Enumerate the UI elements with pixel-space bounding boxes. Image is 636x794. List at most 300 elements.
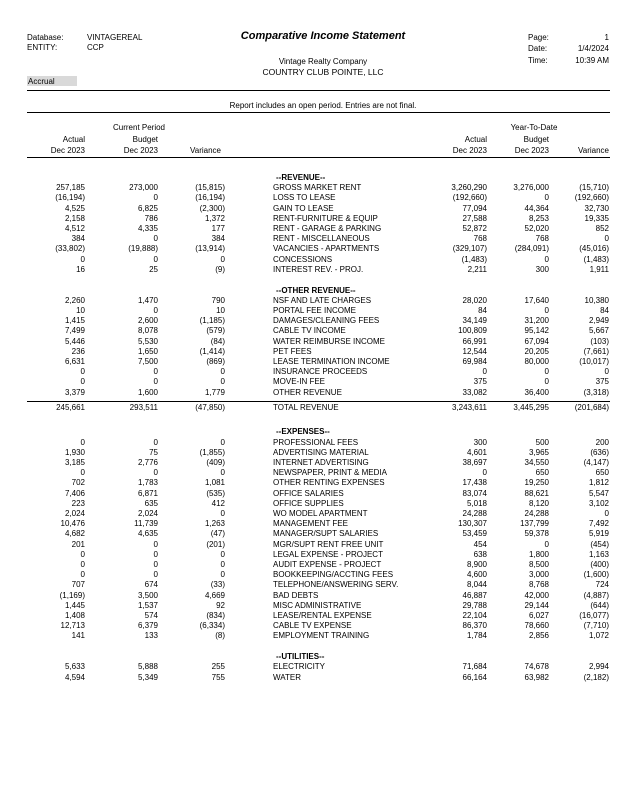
budget-value: 3,500 [137,590,158,600]
line-item-row [0,306,636,316]
budget-value: 133 [144,631,158,641]
line-item-row [0,265,636,275]
account-label: OFFICE SALARIES [273,488,344,498]
ytd-actual-value: 0 [482,367,487,377]
actual-value: 0 [80,367,85,377]
ytd-budget-value: 59,378 [524,529,549,539]
ytd-actual-value: 83,074 [462,488,487,498]
actual-value: 5,633 [64,662,85,672]
account-label: MANAGER/SUPT SALARIES [273,529,379,539]
variance-value: 0 [220,367,225,377]
ytd-actual-value: 5,018 [466,498,487,508]
account-label: LEGAL EXPENSE - PROJECT [273,549,383,559]
ytd-variance-value: 724 [595,580,609,590]
actual-value: 6,631 [64,356,85,366]
line-item-row [0,214,636,224]
ytd-actual-value: 29,788 [462,600,487,610]
section-label: --EXPENSES-- [276,427,330,437]
ytd-variance-value: 3,102 [588,498,609,508]
budget-value: 6,871 [137,488,158,498]
variance-value: (535) [206,488,225,498]
actual-value: (16,194) [55,193,85,203]
variance-value: (13,914) [195,244,225,254]
ytd-variance-value: 2,994 [588,662,609,672]
ytd-variance-value: (400) [590,560,609,569]
account-label: LEASE/RENTAL EXPENSE [273,611,372,620]
ytd-actual-value: 130,307 [458,519,487,529]
ytd-budget-value: 0 [544,539,549,549]
ytd-budget-value: 24,288 [524,509,549,518]
actual-value: 10,476 [60,519,85,529]
line-item-row [0,296,636,306]
ytd-actual-value: 768 [473,234,487,244]
actual-value: 702 [71,478,85,488]
total-row [0,403,636,413]
budget-value: 1,600 [137,387,158,397]
time-label: Time: [528,56,548,65]
line-item-row [0,193,636,203]
budget-value: 4,635 [137,529,158,539]
ytd-actual-value: 71,684 [462,662,487,672]
line-item-row [0,631,636,641]
ytd-budget-value: 3,965 [528,447,549,457]
ytd-actual-value: (192,660) [452,193,487,203]
actual-value: 0 [80,468,85,478]
ytd-budget-value: 137,799 [520,519,549,529]
variance-value: 1,372 [204,213,225,223]
ytd-budget-value: 42,000 [524,590,549,600]
variance-value: 1,779 [204,387,225,397]
ytd-budget-value: 20,205 [524,346,549,356]
ytd-budget-value: 3,276,000 [513,183,549,193]
line-item-row [0,560,636,570]
col-header-ytd-budget: Budget [523,135,549,144]
ytd-actual-value: (1,483) [461,254,487,264]
ytd-actual-value: 1,784 [466,631,487,641]
ytd-variance-value: 0 [604,509,609,518]
budget-value: 0 [153,468,158,478]
ytd-budget-value: 768 [535,234,549,244]
line-item-row [0,611,636,621]
account-label: NSF AND LATE CHARGES [273,295,372,305]
variance-value: 384 [211,234,225,244]
section-label: --UTILITIES-- [276,652,325,662]
ytd-variance-value: 5,547 [588,488,609,498]
variance-value: (33) [210,580,225,590]
ytd-variance-value: (1,483) [583,254,609,264]
account-label: PORTAL FEE INCOME [273,305,356,315]
line-item-row [0,183,636,193]
budget-value: 8,078 [137,326,158,336]
date-label: Date: [528,44,548,53]
ytd-variance-value: (10,017) [579,356,609,366]
budget-value: 6,379 [137,621,158,631]
variance-value: 1,081 [204,478,225,488]
line-item-row [0,673,636,683]
section-label: --OTHER REVENUE-- [276,285,356,295]
ytd-variance-value: (45,016) [579,244,609,254]
budget-value: 11,739 [134,519,158,529]
ytd-budget-value: 31,200 [524,316,549,326]
col-header-ytd-budget-period: Dec 2023 [514,146,549,155]
ytd-actual-value: 8,900 [466,560,487,569]
line-item-row [0,448,636,458]
account-label: TOTAL REVENUE [273,402,339,412]
budget-value: 1,537 [137,600,158,610]
line-item-row [0,347,636,357]
variance-value: (1,414) [199,346,225,356]
ytd-variance-value: (3,318) [583,387,609,397]
line-item-row [0,621,636,631]
ytd-variance-value: 375 [595,377,609,387]
ytd-variance-value: (16,077) [579,611,609,620]
notice-divider [27,112,610,113]
col-header-variance: Variance [190,146,221,155]
ytd-actual-value: 100,809 [458,326,487,336]
ytd-variance-value: (201,684) [574,402,609,412]
actual-value: 0 [80,377,85,387]
account-label: VACANCIES - APARTMENTS [273,244,380,254]
budget-value: 0 [153,560,158,569]
ytd-budget-value: 650 [535,468,549,478]
variance-value: (6,334) [199,621,225,631]
budget-value: 5,349 [137,672,158,682]
section-label: --REVENUE-- [276,173,326,182]
col-header-ytd-actual-period: Dec 2023 [452,146,487,155]
variance-value: 0 [220,509,225,518]
column-header-divider [27,157,610,158]
actual-value: 141 [71,631,85,641]
ytd-variance-value: 32,730 [584,203,609,213]
line-item-row [0,662,636,672]
basis-label: Accrual [28,77,55,86]
ytd-variance-value: (192,660) [574,193,609,203]
section-header-row [0,286,636,296]
ytd-variance-value: 5,667 [588,326,609,336]
budget-value: 4,335 [137,224,158,233]
col-header-ytd-actual: Actual [464,135,487,144]
variance-value: (47) [210,529,225,539]
variance-value: 0 [220,549,225,559]
ytd-budget-value: 8,500 [528,560,549,569]
account-label: PROFESSIONAL FEES [273,437,359,447]
col-header-ytd-variance: Variance [578,146,609,155]
ytd-variance-value: (103) [590,336,609,346]
ytd-budget-value: 29,144 [524,600,549,610]
ytd-budget-value: 95,142 [524,326,549,336]
line-item-row [0,255,636,265]
actual-value: 4,525 [64,203,85,213]
ytd-budget-value: 300 [535,264,549,274]
ytd-actual-value: 300 [473,437,487,447]
actual-value: 7,406 [64,488,85,498]
budget-value: 0 [153,254,158,264]
budget-value: 786 [144,213,158,223]
budget-value: 5,888 [137,662,158,672]
ytd-actual-value: 4,600 [466,570,487,580]
ytd-variance-value: (7,661) [583,346,609,356]
ytd-actual-value: 28,020 [462,295,487,305]
ytd-header: Year-To-Date [510,123,558,132]
account-label: CABLE TV EXPENSE [273,621,352,631]
ytd-budget-value: 0 [544,367,549,377]
budget-value: 293,511 [129,402,158,412]
line-item-row [0,234,636,244]
ytd-variance-value: 7,492 [588,519,609,529]
ytd-actual-value: 33,082 [462,387,487,397]
budget-value: 0 [153,570,158,580]
ytd-variance-value: 84 [600,305,609,315]
col-header-actual-period: Dec 2023 [50,146,85,155]
section-header-row [0,652,636,662]
actual-value: 4,682 [64,529,85,539]
col-header-budget: Budget [132,135,158,144]
line-item-row [0,601,636,611]
line-item-row [0,580,636,590]
budget-value: 635 [144,498,158,508]
variance-value: 0 [220,437,225,447]
actual-value: 0 [80,570,85,580]
ytd-variance-value: (636) [590,447,609,457]
ytd-actual-value: 375 [473,377,487,387]
account-label: MISC ADMINISTRATIVE [273,600,362,610]
variance-value: (15,815) [195,183,225,193]
open-period-notice: Report includes an open period. Entries are not final. [229,101,417,110]
actual-value: 3,185 [64,458,85,467]
ytd-actual-value: 86,370 [462,621,487,631]
ytd-variance-value: 852 [595,224,609,233]
line-item-row [0,367,636,377]
line-item-row [0,570,636,580]
account-label: GROSS MARKET RENT [273,183,362,193]
ytd-actual-value: 8,044 [466,580,487,590]
variance-value: (409) [206,458,225,467]
budget-value: 0 [153,367,158,377]
variance-value: 92 [216,600,225,610]
account-label: WATER [273,672,301,682]
account-label: MANAGEMENT FEE [273,519,348,529]
ytd-actual-value: 84 [478,305,487,315]
line-item-row [0,458,636,468]
budget-value: 7,500 [137,356,158,366]
ytd-budget-value: (284,091) [514,244,549,254]
ytd-variance-value: 0 [604,367,609,377]
actual-value: 707 [71,580,85,590]
ytd-actual-value: 52,872 [462,224,487,233]
budget-value: 0 [153,539,158,549]
variance-value: (869) [206,356,225,366]
ytd-budget-value: 63,982 [524,672,549,682]
variance-value: (579) [206,326,225,336]
budget-value: 0 [153,193,158,203]
account-label: RENT - MISCELLANEOUS [273,234,370,244]
section-header-row [0,173,636,183]
variance-value: 1,263 [204,519,225,529]
budget-value: 674 [144,580,158,590]
variance-value: 10 [216,305,225,315]
account-label: ELECTRICITY [273,662,326,672]
ytd-variance-value: 0 [604,234,609,244]
ytd-actual-value: 69,984 [462,356,487,366]
ytd-variance-value: 1,812 [588,478,609,488]
ytd-variance-value: (644) [590,600,609,610]
variance-value: (47,850) [195,402,225,412]
company-name: Vintage Realty Company [278,57,368,66]
variance-value: 790 [211,295,225,305]
actual-value: 4,512 [64,224,85,233]
ytd-budget-value: 17,640 [524,295,549,305]
account-label: AUDIT EXPENSE - PROJECT [273,560,382,569]
account-label: TELEPHONE/ANSWERING SERV. [273,580,399,590]
actual-value: 1,445 [64,600,85,610]
ytd-actual-value: 4,601 [466,447,487,457]
budget-value: 0 [153,437,158,447]
account-label: DAMAGES/CLEANING FEES [273,316,380,326]
ytd-actual-value: 53,459 [462,529,487,539]
actual-value: (33,802) [55,244,85,254]
variance-value: (834) [206,611,225,620]
variance-value: 177 [211,224,225,233]
account-label: LEASE TERMINATION INCOME [273,356,390,366]
line-item-row [0,550,636,560]
account-label: RENT-FURNITURE & EQUIP [273,213,378,223]
actual-value: 1,930 [64,447,85,457]
ytd-budget-value: 8,120 [528,498,549,508]
report-title: Comparative Income Statement [240,30,406,42]
line-item-row [0,337,636,347]
ytd-variance-value: (4,147) [583,458,609,467]
variance-value: 0 [220,377,225,387]
budget-value: 1,783 [137,478,158,488]
variance-value: 0 [220,254,225,264]
ytd-variance-value: 10,380 [584,295,609,305]
budget-value: 5,530 [137,336,158,346]
actual-value: 10 [76,305,85,315]
ytd-variance-value: (1,600) [583,570,609,580]
actual-value: 4,594 [64,672,85,682]
variance-value: (84) [210,336,225,346]
line-item-row [0,224,636,234]
ytd-variance-value: 1,072 [588,631,609,641]
ytd-budget-value: 2,856 [528,631,549,641]
account-label: WO MODEL APARTMENT [273,509,368,518]
account-label: PET FEES [273,346,312,356]
actual-value: 2,024 [64,509,85,518]
budget-value: (19,888) [128,244,158,254]
ytd-variance-value: 19,335 [584,213,609,223]
actual-value: 7,499 [64,326,85,336]
ytd-actual-value: 0 [482,468,487,478]
actual-value: 236 [71,346,85,356]
report-date: 1/4/2024 [577,44,609,53]
account-label: WATER REIMBURSE INCOME [273,336,386,346]
line-item-row [0,388,636,398]
account-label: INSURANCE PROCEEDS [273,367,368,377]
ytd-actual-value: 3,243,611 [452,402,487,412]
actual-value: 0 [80,560,85,569]
account-label: CABLE TV INCOME [273,326,346,336]
line-item-row [0,509,636,519]
ytd-actual-value: 638 [473,549,487,559]
total-divider [27,401,610,402]
budget-value: 2,600 [137,316,158,326]
ytd-variance-value: 2,949 [588,316,609,326]
budget-value: 6,825 [137,203,158,213]
line-item-row [0,540,636,550]
line-item-row [0,489,636,499]
ytd-variance-value: (4,887) [583,590,609,600]
variance-value: (1,855) [199,447,225,457]
budget-value: 25 [149,264,158,274]
ytd-budget-value: 8,768 [528,580,549,590]
ytd-variance-value: 5,919 [588,529,609,539]
ytd-budget-value: 0 [544,377,549,387]
entity-value: CCP [87,43,104,52]
ytd-budget-value: 0 [544,193,549,203]
ytd-budget-value: 1,800 [528,549,549,559]
ytd-budget-value: 74,678 [524,662,549,672]
ytd-budget-value: 3,000 [528,570,549,580]
ytd-budget-value: 3,445,295 [513,402,549,412]
ytd-actual-value: 22,104 [462,611,487,620]
database-value: VINTAGEREAL [87,33,143,42]
ytd-budget-value: 36,400 [524,387,549,397]
actual-value: 3,379 [64,387,85,397]
line-item-row [0,499,636,509]
ytd-actual-value: 77,094 [462,203,487,213]
actual-value: 2,260 [64,295,85,305]
account-label: BOOKKEEPING/ACCTING FEES [273,570,394,580]
ytd-actual-value: 2,211 [467,264,487,274]
line-item-row [0,591,636,601]
ytd-actual-value: 66,164 [462,672,487,682]
line-item-row [0,326,636,336]
actual-value: 1,415 [64,316,85,326]
variance-value: 412 [211,498,225,508]
budget-value: 2,776 [137,458,158,467]
budget-value: 0 [153,549,158,559]
variance-value: (9) [215,264,225,274]
budget-value: 0 [153,377,158,387]
actual-value: 245,661 [56,402,85,412]
budget-value: 75 [149,447,158,457]
actual-value: (1,169) [59,590,85,600]
ytd-budget-value: 0 [544,254,549,264]
variance-value: 0 [220,468,225,478]
property-name: COUNTRY CLUB POINTE, LLC [262,67,384,77]
actual-value: 0 [80,549,85,559]
current-period-header: Current Period [112,123,166,132]
ytd-actual-value: 66,991 [462,336,487,346]
ytd-actual-value: 3,260,290 [451,183,487,193]
actual-value: 223 [71,498,85,508]
ytd-variance-value: 200 [595,437,609,447]
line-item-row [0,529,636,539]
report-time: 10:39 AM [575,56,609,65]
account-label: OTHER RENTING EXPENSES [273,478,385,488]
ytd-budget-value: 19,250 [524,478,549,488]
ytd-variance-value: (15,710) [579,183,609,193]
actual-value: 2,158 [64,213,85,223]
account-label: INTERNET ADVERTISING [273,458,369,467]
ytd-variance-value: 1,163 [588,549,609,559]
variance-value: 0 [220,560,225,569]
budget-value: 0 [153,234,158,244]
line-item-row [0,357,636,367]
budget-value: 1,650 [137,346,158,356]
actual-value: 384 [71,234,85,244]
line-item-row [0,478,636,488]
